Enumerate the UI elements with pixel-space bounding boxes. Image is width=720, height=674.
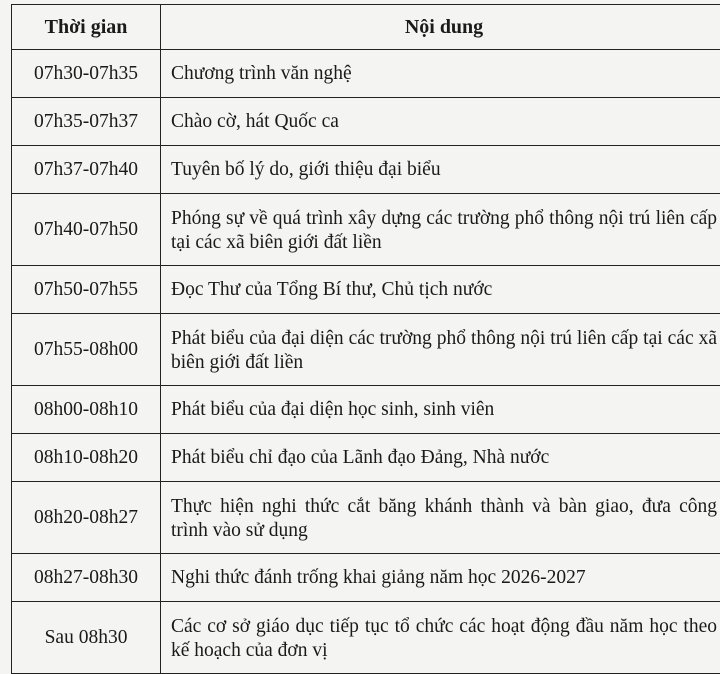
row-content: Chương trình văn nghệ [161,50,720,98]
row-content: Chào cờ, hát Quốc ca [161,98,720,146]
table-row [12,50,720,98]
row-content: Phát biểu của đại diện học sinh, sinh viên [161,386,720,434]
table-row [12,554,720,602]
row-content: Đọc Thư của Tổng Bí thư, Chủ tịch nước [161,266,720,314]
row-time: 07h37-07h40 [12,146,161,194]
row-time: 08h00-08h10 [12,386,161,434]
table-row [12,314,720,386]
row-time: 08h10-08h20 [12,434,161,482]
row-content: Tuyên bố lý do, giới thiệu đại biểu [161,146,720,194]
table-header-row [12,5,720,50]
table-row [12,266,720,314]
table-row [12,434,720,482]
row-time: Sau 08h30 [12,602,161,674]
row-content: Phóng sự về quá trình xây dựng các trường phổ thông nội trú liên cấp tại các xã biên giới đất liền [161,194,720,266]
row-time: 08h27-08h30 [12,554,161,602]
row-content: Phát biểu của đại diện các trường phổ thông nội trú liên cấp tại các xã biên giới đất liền [161,314,720,386]
table-row [12,98,720,146]
row-time: 08h20-08h27 [12,482,161,554]
table-row [12,482,720,554]
table-row [12,194,720,266]
header-time: Thời gian [12,5,161,50]
row-time: 07h40-07h50 [12,194,161,266]
table-row [12,602,720,674]
row-content: Phát biểu chỉ đạo của Lãnh đạo Đảng, Nhà nước [161,434,720,482]
row-content: Nghi thức đánh trống khai giảng năm học 2026-2027 [161,554,720,602]
row-content: Các cơ sở giáo dục tiếp tục tổ chức các hoạt động đầu năm học theo kế hoạch của đơn vị [161,602,720,674]
row-content: Thực hiện nghi thức cắt băng khánh thành và bàn giao, đưa công trình vào sử dụng [161,482,720,554]
row-time: 07h30-07h35 [12,50,161,98]
header-content: Nội dung [161,5,720,50]
table-row [12,386,720,434]
row-time: 07h50-07h55 [12,266,161,314]
schedule-table [11,4,720,674]
row-time: 07h55-08h00 [12,314,161,386]
table-row [12,146,720,194]
row-time: 07h35-07h37 [12,98,161,146]
